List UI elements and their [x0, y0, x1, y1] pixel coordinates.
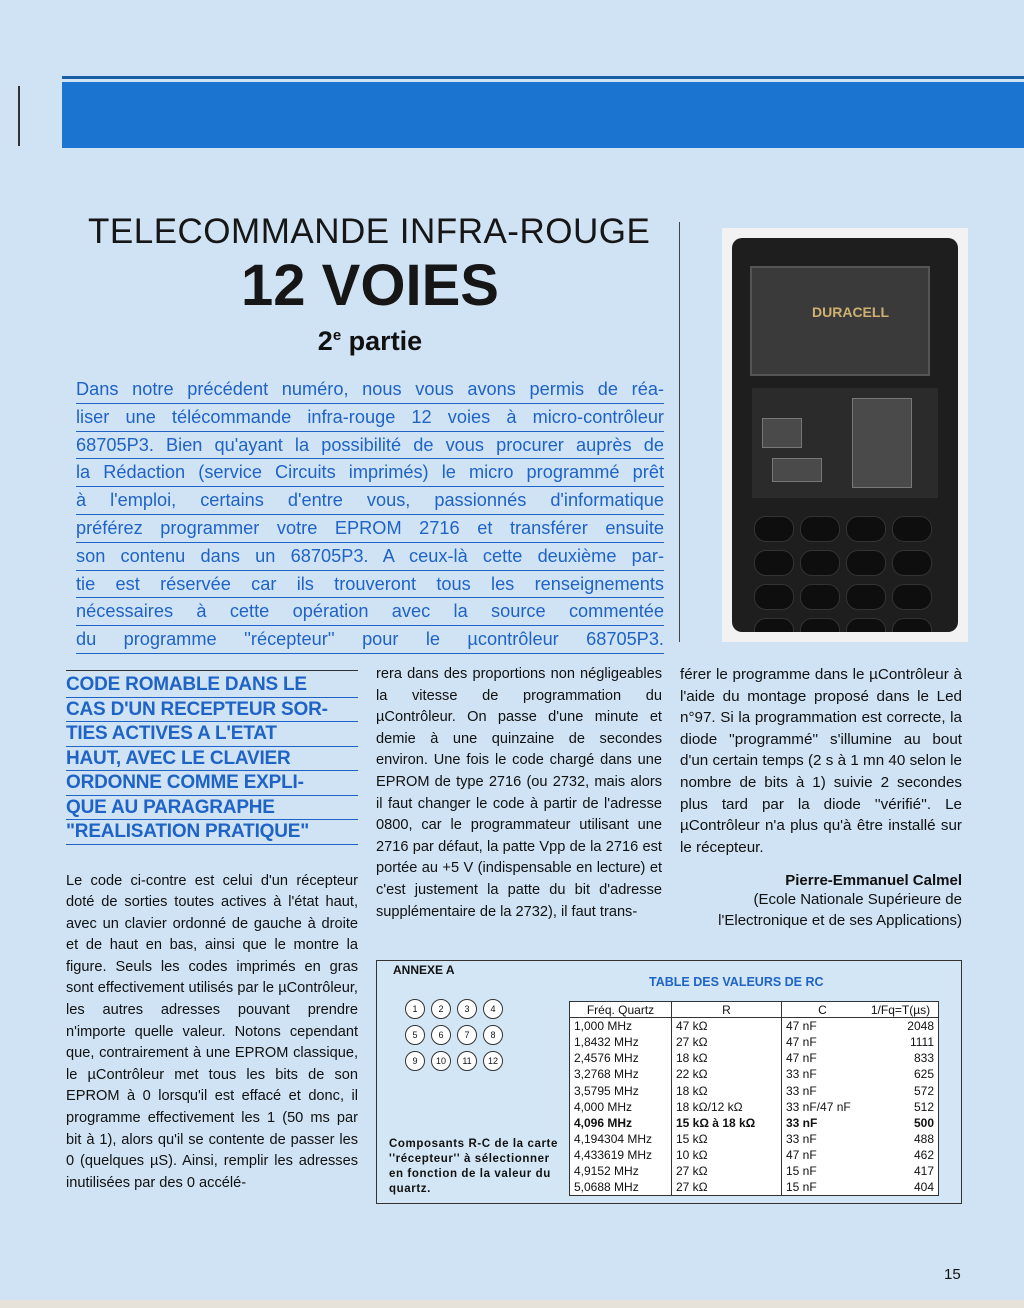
keypad-key: 11	[457, 1051, 477, 1071]
table-cell: 4,096 MHz	[570, 1115, 672, 1131]
keypad-key: 3	[457, 999, 477, 1019]
title-line1: TELECOMMANDE INFRA-ROUGE	[88, 212, 651, 251]
table-cell: 27 kΩ	[672, 1180, 782, 1196]
table-cell: 47 nF	[786, 1148, 817, 1163]
intro-paragraph	[76, 376, 664, 654]
table-row	[570, 1018, 939, 1034]
table-cell: 500	[913, 1115, 934, 1130]
intro-line: Dans notre précédent numéro, nous vous avons permis de réa-	[76, 376, 664, 404]
bottom-band	[0, 1300, 1024, 1308]
affiliation-line1: (Ecole Nationale Supérieure de	[753, 891, 962, 909]
affiliation-line2: l'Electronique et de ses Applications)	[718, 912, 962, 930]
column-3	[680, 664, 962, 931]
heading-line: "REALISATION PRATIQUE"	[66, 820, 358, 845]
keypad-key: 4	[483, 999, 503, 1019]
keypad-key: 12	[483, 1051, 503, 1071]
table-cell: 22 kΩ	[672, 1066, 782, 1082]
table-row	[570, 1050, 939, 1066]
intro-line: la Rédaction (service Circuits imprimés) le micro programmé prêt	[76, 459, 664, 487]
title-line2: 12 VOIES	[241, 253, 499, 318]
subtitle	[250, 326, 490, 357]
remote-key	[800, 618, 840, 632]
intro-line: son contenu dans un 68705P3. A ceux-là cette deuxième par-	[76, 543, 664, 571]
table-cell: 572	[913, 1083, 934, 1098]
table-cell: 27 kΩ	[672, 1034, 782, 1050]
column-2	[376, 664, 662, 923]
table-cell: 10 kΩ	[672, 1147, 782, 1163]
table-cell: 3,5795 MHz	[570, 1082, 672, 1098]
device-photo	[722, 228, 968, 642]
table-cell: 18 kΩ/12 kΩ	[672, 1099, 782, 1115]
remote-key	[892, 516, 932, 542]
column-1-text: Le code ci-contre est celui d'un récepteur doté de sorties toutes actives à l'état haut, avec un clavier ordonné de gauche à droite et de haut en bas, ainsi que le montre la figure. Seuls les codes imprimés en gras sont effectivement utilisés par le µContrôleur, les autres adresses pouvant prendre n'importe quelle valeur. Notons cependant que, contrairement à une EPROM classique, le µContrôleur met tous les bits de son EPROM à 0 lorsqu'il est effacé et donc, il programme effectivement les 1 (50 ms par bit à 1), alors qu'il se contente de passer les 0 (quelques µS). Ainsi, remplir les adresses inutilisées par des 0 accélé-	[66, 872, 358, 1191]
table-row	[570, 1066, 939, 1082]
table-row	[570, 1131, 939, 1147]
keypad-key: 7	[457, 1025, 477, 1045]
keypad-buttons	[754, 516, 932, 632]
table-row	[570, 1180, 939, 1196]
intro-line: tie est réservée car ils trouveront tous les renseignements	[76, 571, 664, 599]
vertical-separator	[679, 222, 680, 642]
table-cell: 2,4576 MHz	[570, 1050, 672, 1066]
battery-label: DURACELL	[812, 304, 889, 320]
heading-line: QUE AU PARAGRAPHE	[66, 796, 358, 821]
intro-line: liser une télécommande infra-rouge 12 voies à micro-contrôleur	[76, 404, 664, 432]
remote-key	[846, 584, 886, 610]
table-cell: 512	[913, 1099, 934, 1114]
table-row	[570, 1115, 939, 1131]
remote-key	[800, 550, 840, 576]
circuit-board	[752, 388, 938, 498]
remote-control-image	[732, 238, 958, 632]
heading-line: ORDONNE COMME EXPLI-	[66, 771, 358, 796]
table-cell: 4,000 MHz	[570, 1099, 672, 1115]
remote-key	[800, 584, 840, 610]
table-cell: 404	[913, 1180, 934, 1195]
keypad-key: 5	[405, 1025, 425, 1045]
table-cell: 18 kΩ	[672, 1050, 782, 1066]
table-cell: 27 kΩ	[672, 1163, 782, 1179]
quartz-component	[762, 418, 802, 448]
table-cell: 5,0688 MHz	[570, 1180, 672, 1196]
remote-key	[846, 516, 886, 542]
keypad-key: 6	[431, 1025, 451, 1045]
intro-line: à l'emploi, certains d'entre vous, passionnés d'informatique	[76, 487, 664, 515]
table-cell: 47 kΩ	[672, 1018, 782, 1034]
heading-line: HAUT, AVEC LE CLAVIER	[66, 747, 358, 772]
table-cell: 1,8432 MHz	[570, 1034, 672, 1050]
remote-key	[754, 584, 794, 610]
table-cell: 33 nF/47 nF	[786, 1099, 851, 1114]
table-row	[570, 1034, 939, 1050]
remote-key	[846, 618, 886, 632]
table-cell: 18 kΩ	[672, 1082, 782, 1098]
table-cell: 2048	[907, 1019, 934, 1034]
remote-key	[754, 618, 794, 632]
rc-values-table	[569, 1001, 939, 1196]
column-3-text: férer le programme dans le µContrôleur à l'aide du montage proposé dans le Led n°97. Si la programmation est correcte, la diode ''programmé'' s'illumine au bout d'un certain temps (2 s à 1 mn 40 selon le nombre de bits à 1) suivie 2 secondes plus tard par la diode ''vérifié''. Le µContrôleur n'a plus qu'à être installé sur le récepteur.	[680, 666, 962, 856]
header-banner	[62, 82, 1024, 148]
remote-key	[892, 584, 932, 610]
page-number: 15	[944, 1266, 961, 1283]
left-edge-mark	[18, 86, 20, 146]
table-cell: 3,2768 MHz	[570, 1066, 672, 1082]
table-cell: 33 nF	[786, 1067, 817, 1082]
table-cell: 33 nF	[786, 1132, 817, 1147]
keypad-key: 2	[431, 999, 451, 1019]
table-cell: 47 nF	[786, 1051, 817, 1066]
keypad-key: 9	[405, 1051, 425, 1071]
table-row	[570, 1099, 939, 1115]
keypad-key: 8	[483, 1025, 503, 1045]
keypad-key: 1	[405, 999, 425, 1019]
ic-component	[772, 458, 822, 482]
heading-line: CAS D'UN RECEPTEUR SOR-	[66, 698, 358, 723]
intro-line: du programme ''récepteur'' pour le µcontrôleur 68705P3.	[76, 626, 664, 654]
remote-key	[754, 550, 794, 576]
column-header: R	[672, 1002, 782, 1018]
table-row	[570, 1147, 939, 1163]
table-cell: 15 kΩ à 18 kΩ	[672, 1115, 782, 1131]
table-cell: 1,000 MHz	[570, 1018, 672, 1034]
microcontroller-chip	[852, 398, 912, 488]
table-row	[570, 1082, 939, 1098]
rc-table-title: TABLE DES VALEURS DE RC	[649, 975, 824, 989]
keypad-diagram	[405, 999, 505, 1071]
subtitle-word: partie	[348, 326, 423, 356]
table-cell: 4,9152 MHz	[570, 1163, 672, 1179]
subtitle-superscript: e	[332, 327, 342, 344]
table-cell: 833	[913, 1051, 934, 1066]
heading-line: TIES ACTIVES A L'ETAT	[66, 722, 358, 747]
author-name: Pierre-Emmanuel Calmel	[785, 872, 962, 890]
table-cell: 47 nF	[786, 1034, 817, 1049]
section-heading-wrap	[66, 670, 358, 845]
table-cell: 15 nF	[786, 1164, 817, 1179]
intro-line: 68705P3. Bien qu'ayant la possibilité de vous procurer auprès de	[76, 432, 664, 460]
table-row	[570, 1163, 939, 1179]
table-cell: 33 nF	[786, 1083, 817, 1098]
table-cell: 488	[913, 1132, 934, 1147]
annexe-caption: Composants R-C de la carte ''récepteur'' à sélectionner en fonction de la valeur du quartz.	[389, 1138, 558, 1195]
subtitle-number: 2	[317, 326, 333, 356]
remote-key	[754, 516, 794, 542]
heading-line: CODE ROMABLE DANS LE	[66, 673, 358, 698]
column-1	[66, 670, 358, 1194]
column-header: Fréq. Quartz	[570, 1002, 672, 1018]
remote-key	[846, 550, 886, 576]
table-cell: 1111	[909, 1034, 934, 1049]
remote-key	[892, 550, 932, 576]
section-heading	[66, 673, 358, 845]
table-cell: 4,433619 MHz	[570, 1147, 672, 1163]
intro-line: nécessaires à cette opération avec la source commentée	[76, 598, 664, 626]
remote-key	[800, 516, 840, 542]
top-rule	[62, 76, 1024, 79]
table-cell: 47 nF	[786, 1019, 817, 1034]
remote-key	[892, 618, 932, 632]
table-cell: 15 nF	[786, 1180, 817, 1195]
keypad-key: 10	[431, 1051, 451, 1071]
table-header-row	[570, 1002, 939, 1018]
annexe-label: ANNEXE A	[393, 963, 455, 977]
table-cell: 33 nF	[786, 1115, 818, 1130]
table-cell: 625	[913, 1067, 934, 1082]
column-2-text: rera dans des proportions non négligeables la vitesse de programmation du µContrôleur. On passe d'une minute et demie à une quinzaine de secondes environ. Une fois le code chargé dans une EPROM de type 2716 (ou 2732, mais alors il faut changer le code à partir de l'adresse 0800, car le programmateur utilisant une 2716 par défaut, la patte Vpp de la 2716 est portée au +5 V (indispensable en lecture) et c'est justement la patte du bit d'adresse supplémentaire de la 2732), il faut trans-	[376, 666, 662, 920]
table-cell: 417	[913, 1164, 934, 1179]
column-header: 1/Fq=T(µs)	[863, 1002, 938, 1018]
battery	[750, 266, 930, 376]
intro-line: préférez programmer votre EPROM 2716 et transférer ensuite	[76, 515, 664, 543]
table-cell: 462	[913, 1148, 934, 1163]
table-cell: 4,194304 MHz	[570, 1131, 672, 1147]
table-cell: 15 kΩ	[672, 1131, 782, 1147]
column-header: C	[782, 1002, 864, 1018]
annexe-box	[376, 960, 962, 1204]
